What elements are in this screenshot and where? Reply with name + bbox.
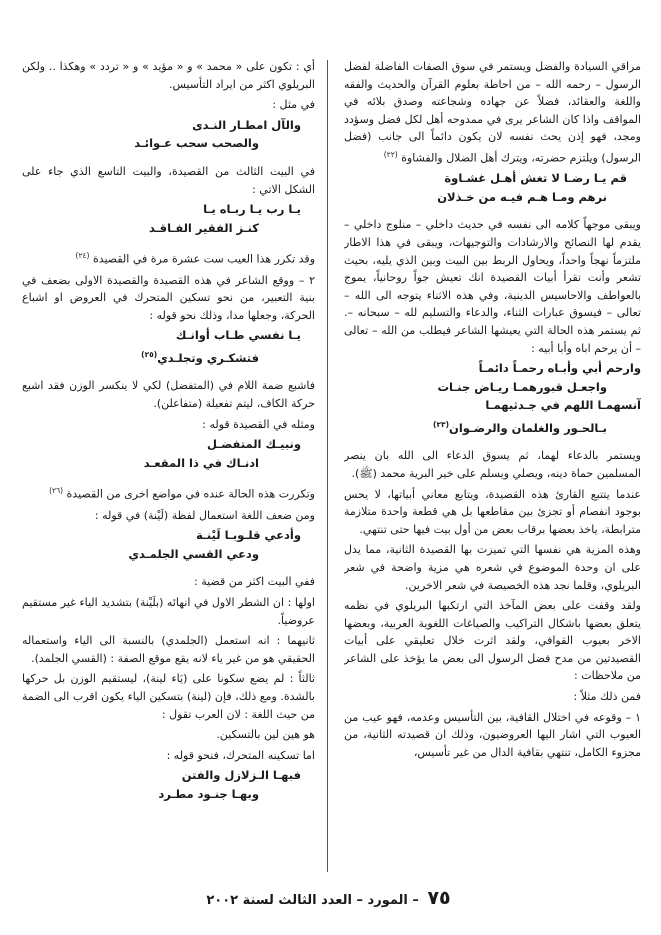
verse-line: آنسهمـا اللهم في جـدثيهمـا [485, 398, 641, 413]
paragraph: ففي البيت اكثر من قضية : [194, 575, 315, 589]
verse-line: وأدعي قلـوبـا لَيْنـة [195, 528, 301, 543]
poem-verse [22, 455, 315, 473]
paragraph: ولقد وقفت على بعض المآخذ التي ارتكبها البريلوي في نظمه يتعلق بعضها باشكال التراكيب والصياغات اللغوية العربية، وبعضها الاخر بعيوب القوافي، ولقد اثرت خلال تعليقي على أبيات القصيدتين من مدح فضل الرسول الى بعض ما يؤخذ على الشاعر من ملاحظات : [344, 599, 641, 683]
paragraph: ومثله في القصيدة قوله : [202, 417, 315, 431]
poem-verse [22, 346, 315, 367]
paragraph: ثانيهما : انه استعمل (الجلمدي) بالنسبة الى الياء واستعماله الحقيقي هو من غير ياء لانه يقع موقع الصفة : (القسي الجلمد). [22, 634, 315, 665]
poem-verse [22, 201, 315, 219]
verse-line: وارحم أبي وأبـاه رحمـاً دائمـاً [478, 361, 641, 376]
paragraph: في مثل : [272, 98, 315, 112]
verse-line: والآل امطـار النـدى [192, 117, 301, 132]
poem-verse [22, 527, 315, 545]
paragraph: فمن ذلك مثلاً : [573, 690, 641, 704]
page-number: ٧٥ [427, 887, 451, 909]
column-divider [327, 60, 328, 872]
paragraph: ويستمر بالدعاء لهما، ثم يسوق الدعاء الى الله بان ينصر المسلمين حماة دينه، ويصلي ويسلم على خير البرية محمد (ﷺ). [344, 449, 641, 480]
footer-separator: – [412, 893, 419, 908]
verse-line: والصحب سحب عـوائـد [134, 136, 259, 151]
verse-line: كنـز الفقير الفـاقـد [148, 220, 259, 235]
poem-verse [344, 416, 641, 437]
poem-verse [22, 546, 315, 564]
verse-line: يـا نفسي طـاب أوانـك [175, 328, 301, 343]
page-footer [0, 887, 661, 909]
paragraph: أي : تكون على « محمد » و « مؤيد » و « تردد » وهكذا .. ولكن البريلوي اكثر من ايراد التأسيس. [22, 60, 315, 91]
poem-verse [344, 189, 641, 207]
verse-line: فبهـا الـزلازل والفتن [181, 768, 301, 783]
footnote-ref: (٢٢) [383, 149, 398, 159]
verse-line: ودعي القسي الجلمـدي [128, 546, 259, 561]
paragraph: اما تسكينه المتحرك، فنحو قوله : [166, 748, 315, 762]
paragraph-text: وتكررت هذه الحالة عنده في مواضع اخرى من القصيدة [66, 488, 315, 502]
verse-line: نرهم ومـا هـم فيـه من خـذلان [437, 189, 607, 204]
verse-line: ونبيـك المتفضـل [207, 437, 301, 452]
poem-verse [22, 220, 315, 238]
paragraph [344, 58, 641, 167]
verse-line: قم يـا رضـا لا تغش أهـل غشـاوة [444, 171, 627, 186]
poem-verse [22, 135, 315, 153]
poem-verse [344, 379, 641, 397]
paragraph: ومن ضعف اللغة استعمال لفظة (لَيْنة) في قوله : [94, 508, 315, 522]
poem-verse [22, 117, 315, 135]
paragraph: عندما يتتبع القارئ هذه القصيدة، ويتابع معاني أبياتها، لا يحس بوجود انفصام أو تجزئ بين مقاطعها بل هي قطعة واحدة متلازمة مترابطة، ياخذ بعضها برقاب بعض من أول بيت فيها حتى تنتهي. [344, 487, 641, 536]
poem-verse [344, 397, 641, 415]
footnote-ref: (٢٣) [433, 419, 450, 429]
poem-verse [22, 786, 315, 804]
paragraph: هو هين لين بالتسكين. [216, 728, 315, 742]
verse-line: فتشكـري وتجلـدي [157, 350, 259, 365]
paragraph [22, 482, 315, 503]
footnote-ref: (٢٥) [141, 349, 158, 359]
verse-line: واجعـل قبورهمـا ريـاض جنـات [437, 379, 607, 394]
verse-line: يـا رب يـا ربـاه يـا [203, 202, 301, 217]
paragraph: فاشبع ضمة اللام في (المتفضل) لكي لا ينكسر الوزن فقد اشبع حركة الكاف، ليتم تفعيلة (متفاعلن). [22, 379, 315, 410]
paragraph [22, 247, 315, 268]
paragraph: ٢ – ووقع الشاعر في هذه القصيدة والقصيدة الاولى بضعف في بنية التعبير، من نحو تسكين المتحرك في العروض او اشباع الحركة، وجعلها مدا، وذلك نحو قوله : [22, 273, 315, 322]
paragraph: ويبقى موجهاً كلامه الى نفسه في حديث داخلي – منلوج داخلي – يقدم لها النصائح والارشادات والتوجيهات، ويبقى في هذا الاطار ملتزماً نهجاً واحداً، ويحاول الربط بين البيت وبين الذي يليه، بحيث تشعر وأنت تقرأ أبيات القصيدة انك تعيش جواً روحانياً، يموج بالعواطف والاحاسيس الدينية، وفي هذه الاثناء يتوجه الى الله – تعالى – فيسوق عبارات الثناء، والدعاء والتسليم لله – سبحانه –. ثم يستمر هذه الحالة التي يعيشها الشاعر فيطلب من الله – تعالى – أن يرحم اباه وأبا أبيه : [344, 218, 641, 355]
footnote-ref: (٢٤) [75, 251, 90, 261]
footnote-ref: (٢٦) [49, 486, 64, 496]
verse-line: بـالحـور والغلمان والرضـوان [449, 420, 607, 435]
left-column [22, 58, 315, 873]
paragraph: ١ – وقوعه في اختلال القافية، بين التأسيس وعدمه، فهو عيب من العيوب التي اشار اليها العروضيون، وذلك ان قصيدته الثانية، من مجزوء الكامل، تنتهي بقافية الدال من غير تأسيس، [344, 710, 641, 759]
poem-verse [22, 436, 315, 454]
paragraph: ثالثاً : لم يضع سكونا على (يَاء لينة)، ليستقيم الوزن بل حركها بالشدة. ومع ذلك، فإن (لينة) بتسكين الياء يكون اقرب الى الضمة من حيث اللغة : لان العرب تقول : [22, 672, 315, 721]
paragraph-text: وقد تكرر هذا العيب ست عشرة مرة في القصيدة [92, 253, 315, 266]
verse-line: وبهـا جنـود مطـرد [158, 786, 259, 801]
paragraph-text: مراقي السيادة والفضل ويستمر في سوق الصفات الفاضلة لفضل الرسول – رحمه الله – من احاطة بعلوم القرآن والحديث والفقه واللغة والعقائد، فضلاً عن جهاده وشجاعته وصدق بلائه في المواقف واذا كان الشاعر يرى في ممدوحه أهل لكل فضل وسؤدد ومجد، فهو إذن يحث نفسه لان يكون دائماً الى جانب (فضل الرسول) ويلتزم حضرته، ويترك أهل الضلال والفشاوة [344, 60, 641, 165]
right-column [344, 58, 641, 873]
poem-verse [344, 360, 641, 378]
journal-issue: المورد – العدد الثالث لسنة ٢٠٠٢ [206, 893, 408, 908]
paragraph: في البيت الثالث من القصيدة، والبيت التاسع الذي جاء على الشكل الاتي : [22, 164, 315, 196]
paragraph: وهذه المزية هي نفسها التي تميزت بها القصيدة الثانية، مما يدل على ان وحدة الموضوع في شعره هي مزية واضحة في شعر البريلوي، وقلما نجد هذه الخصيصة في شعر الاخرين. [344, 543, 641, 592]
poem-verse [22, 767, 315, 785]
poem-verse [344, 170, 641, 188]
verse-line: ادنـاك في ذا المقعـد [143, 455, 259, 470]
paragraph: اولها : ان الشطر الاول في انهائه (بلَيْنة) بتشديد الياء غير مستقيم عروضياً. [22, 595, 315, 627]
poem-verse [22, 327, 315, 345]
